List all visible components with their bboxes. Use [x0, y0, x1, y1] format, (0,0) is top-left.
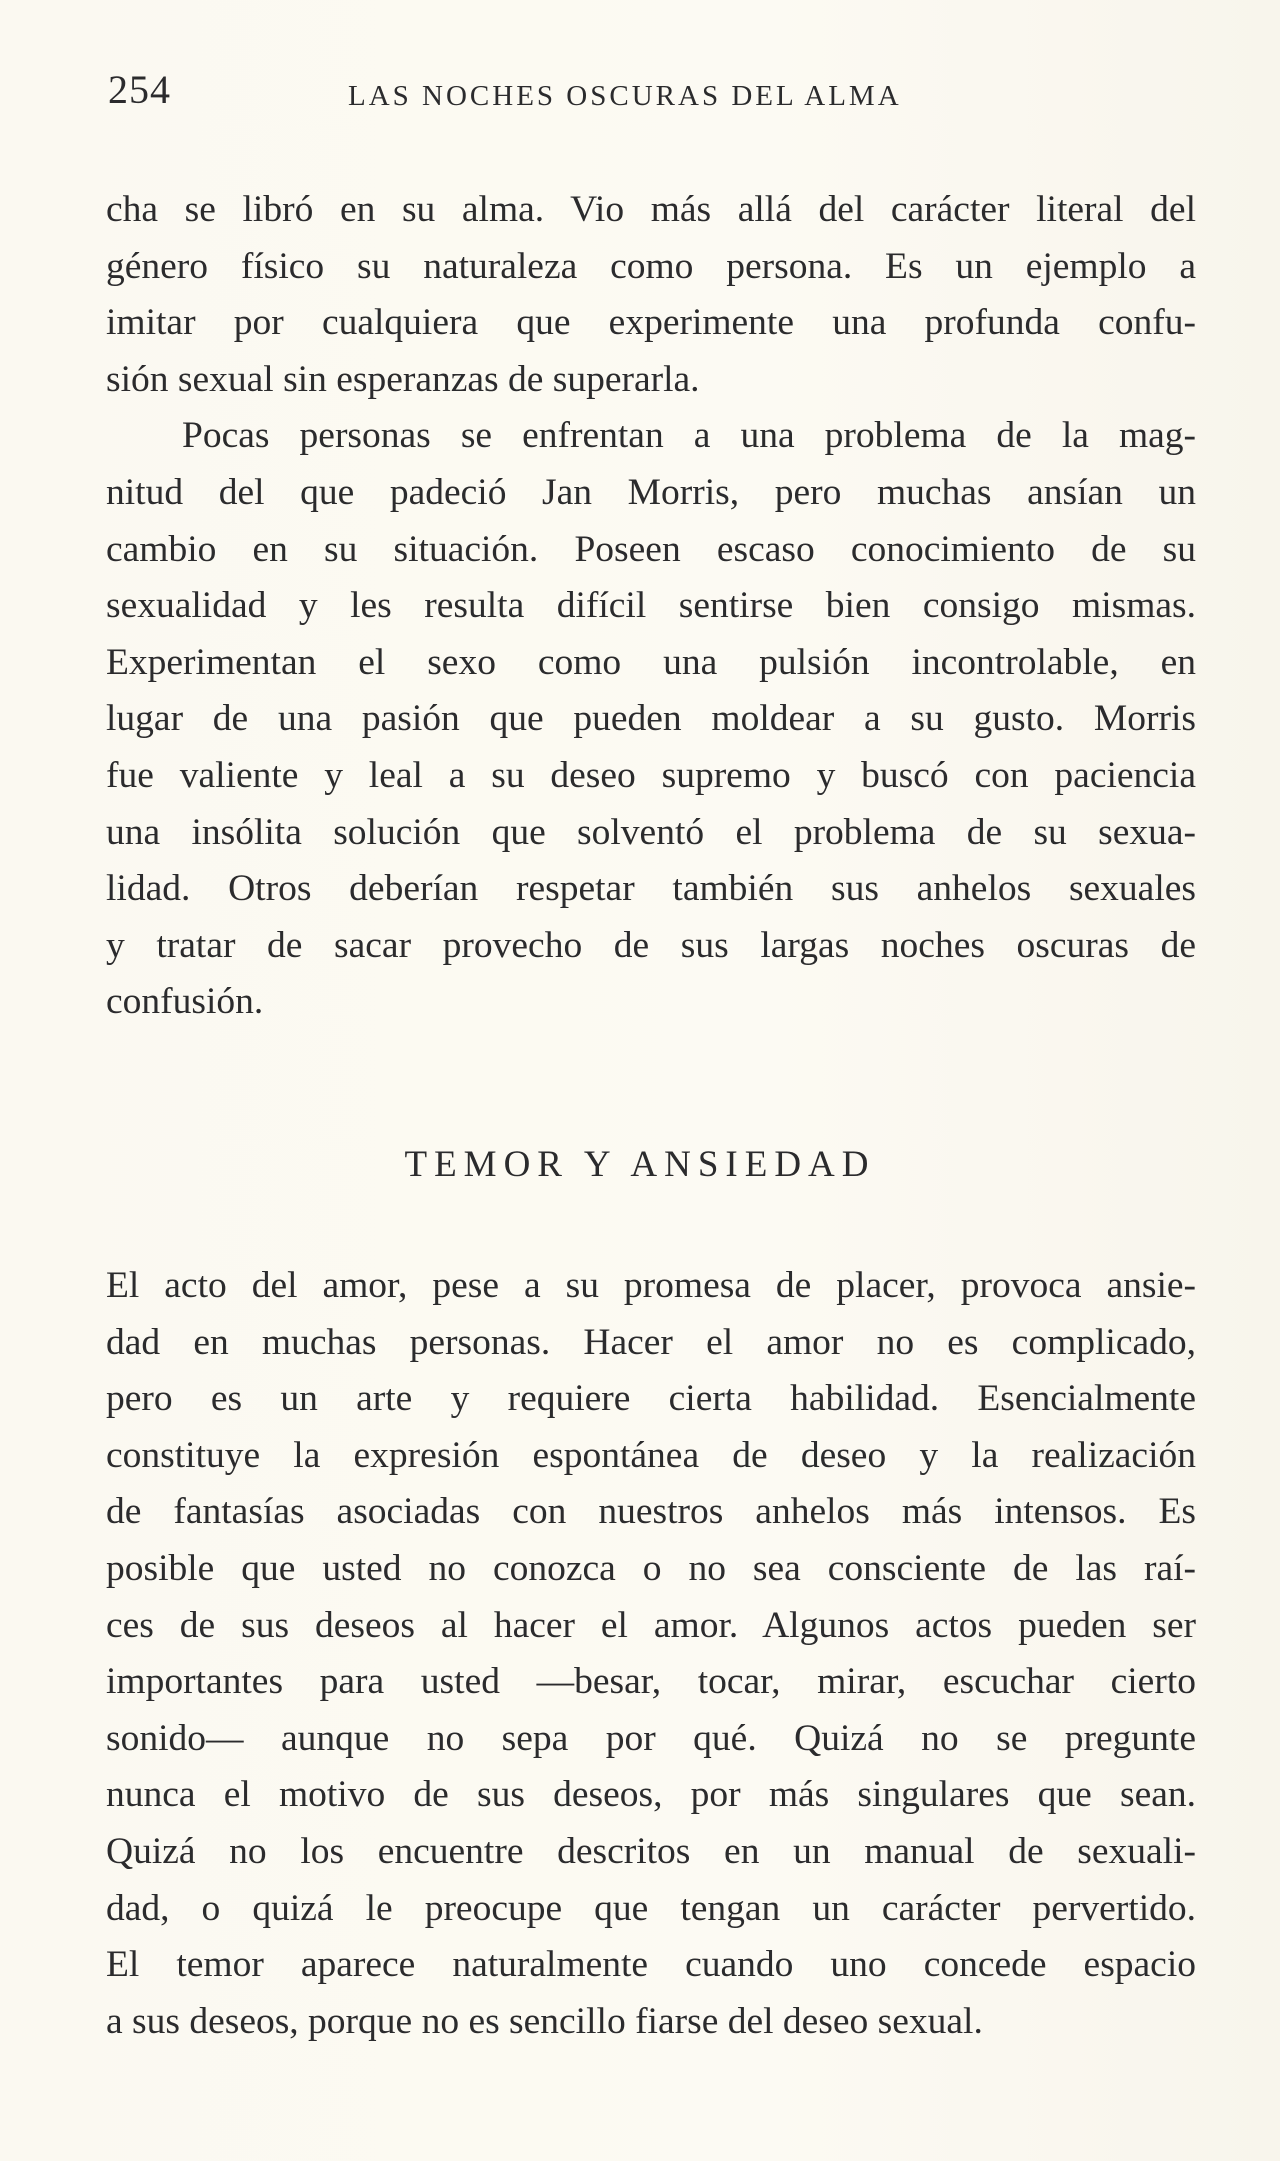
text-line: imitar por cualquiera que experimente una profunda confu- — [106, 302, 1196, 344]
text-line: sexualidad y les resulta difícil sentirse bien consigo mismas. — [106, 585, 1196, 627]
text-line: una insólita solución que solventó el problema de su sexua- — [106, 811, 1196, 853]
text-line: sión sexual sin esperanzas de superarla. — [106, 358, 700, 400]
text-line: género físico su naturaleza como persona. Es un ejemplo a — [106, 245, 1196, 287]
text-line: cha se libró en su alma. Vio más allá del carácter literal del — [106, 189, 1196, 230]
body-text-upper — [106, 182, 1196, 1031]
text-line: Quizá no los encuentre descritos en un manual de sexuali- — [106, 1830, 1196, 1872]
text-line: dad, o quizá le preocupe que tengan un carácter pervertido. — [106, 1887, 1196, 1929]
text-line: pero es un arte y requiere cierta habilidad. Esencialmente — [106, 1378, 1196, 1420]
text-line: sonido— aunque no sepa por qué. Quizá no se pregunte — [106, 1717, 1196, 1759]
text-line: cambio en su situación. Poseen escaso conocimiento de su — [106, 528, 1196, 570]
text-line: constituye la expresión espontánea de deseo y la realización — [106, 1434, 1196, 1476]
text-line: nitud del que padeció Jan Morris, pero muchas ansían un — [106, 471, 1196, 513]
text-line: nunca el motivo de sus deseos, por más singulares que sean. — [106, 1774, 1196, 1816]
text-line: a sus deseos, porque no es sencillo fiarse del deseo sexual. — [106, 2000, 983, 2042]
page-header — [108, 66, 1198, 126]
text-line: El temor aparece naturalmente cuando uno concede espacio — [106, 1944, 1196, 1986]
text-line: El acto del amor, pese a su promesa de placer, provoca ansie- — [106, 1265, 1196, 1306]
section-heading: TEMOR Y ANSIEDAD — [404, 1144, 876, 1185]
text-line: posible que usted no conozca o no sea consciente de las raí- — [106, 1547, 1196, 1589]
paragraph-3 — [106, 1258, 1196, 2050]
text-line: fue valiente y leal a su deseo supremo y buscó con paciencia — [106, 754, 1196, 796]
running-head: LAS NOCHES OSCURAS DEL ALMA — [348, 80, 902, 112]
text-line: lugar de una pasión que pueden moldear a su gusto. Morris — [106, 698, 1196, 740]
text-line: y tratar de sacar provecho de sus largas noches oscuras de — [106, 924, 1196, 966]
text-line: de fantasías asociadas con nuestros anhelos más intensos. Es — [106, 1491, 1196, 1533]
text-line: dad en muchas personas. Hacer el amor no es complicado, — [106, 1321, 1196, 1363]
text-line: ces de sus deseos al hacer el amor. Algunos actos pueden ser — [106, 1604, 1196, 1646]
text-line: lidad. Otros deberían respetar también sus anhelos sexuales — [106, 868, 1196, 910]
paragraph-2 — [106, 408, 1196, 1031]
text-line: Experimentan el sexo como una pulsión incontrolable, en — [106, 641, 1196, 683]
paragraph-1 — [106, 182, 1196, 408]
text-line: importantes para usted —besar, tocar, mirar, escuchar cierto — [106, 1661, 1196, 1703]
text-line: Pocas personas se enfrentan a una problema de la mag- — [182, 415, 1196, 457]
text-line: confusión. — [106, 981, 264, 1023]
page-number: 254 — [108, 67, 171, 112]
body-text-lower — [106, 1258, 1196, 2050]
